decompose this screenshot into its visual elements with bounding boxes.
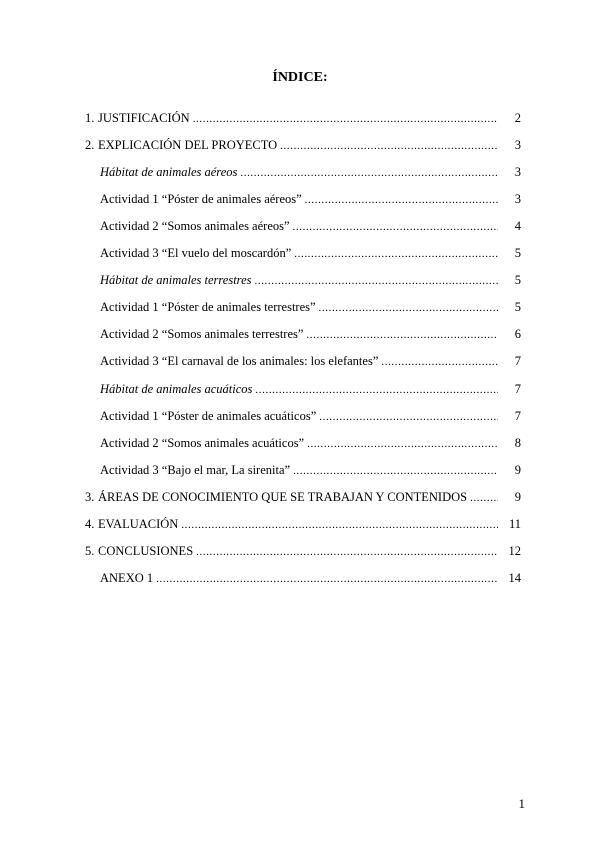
toc-entry-page: 12 bbox=[508, 543, 521, 558]
toc-entry-title bbox=[100, 243, 498, 264]
toc-entry-page: 4 bbox=[514, 219, 521, 234]
toc-entry[interactable] bbox=[0, 406, 600, 426]
toc-entry[interactable] bbox=[0, 351, 600, 371]
toc-entry-page: 6 bbox=[514, 327, 521, 342]
toc-entry-label: ANEXO 1 bbox=[100, 570, 154, 585]
toc-entry-page: 5 bbox=[514, 246, 521, 261]
toc-entry[interactable] bbox=[0, 216, 600, 236]
toc-entry-label: Actividad 3 “El vuelo del moscardón” bbox=[100, 246, 292, 261]
toc-entry[interactable] bbox=[0, 270, 600, 290]
toc-entry-page: 11 bbox=[508, 516, 521, 531]
toc-entry-title bbox=[98, 541, 498, 562]
toc-entry-label: Actividad 1 “Póster de animales aéreos” bbox=[100, 192, 302, 207]
dot-leader bbox=[381, 352, 498, 372]
toc-entry-label: ÁREAS DE CONOCIMIENTO QUE SE TRABAJAN Y CONTENIDOS bbox=[98, 489, 468, 504]
toc-entry-page: 5 bbox=[514, 300, 521, 315]
toc-entry-number: 1. bbox=[85, 111, 95, 125]
toc-entry-label: Actividad 3 “El carnaval de los animales: los elefantes” bbox=[100, 354, 379, 369]
toc-entry-page: 7 bbox=[514, 408, 521, 423]
toc-entry-number: 3. bbox=[85, 489, 95, 504]
toc-entry-label: EVALUACIÓN bbox=[98, 516, 179, 531]
toc-entry-title bbox=[100, 270, 498, 291]
toc-entry-title bbox=[98, 487, 498, 508]
toc-entry-page: 8 bbox=[514, 435, 521, 450]
toc-entry-label: Actividad 2 “Somos animales acuáticos” bbox=[100, 435, 305, 450]
toc-title: ÍNDICE: bbox=[272, 70, 328, 85]
toc-entry[interactable] bbox=[0, 324, 600, 344]
toc-entry[interactable] bbox=[0, 189, 600, 209]
dot-leader bbox=[255, 271, 499, 291]
toc-entry[interactable] bbox=[0, 433, 600, 453]
toc-entry[interactable] bbox=[0, 243, 600, 263]
page-number: 1 bbox=[518, 796, 525, 811]
toc-entry-title bbox=[100, 406, 498, 427]
dot-leader bbox=[156, 569, 498, 589]
toc-entry[interactable] bbox=[0, 297, 600, 317]
toc-entry[interactable] bbox=[0, 162, 600, 182]
dot-leader bbox=[193, 109, 498, 129]
toc-entry-title bbox=[100, 216, 498, 237]
toc-entry-page: 9 bbox=[514, 462, 521, 477]
toc-entry[interactable] bbox=[0, 514, 600, 534]
toc-entry-label: Hábitat de animales terrestres bbox=[100, 273, 252, 288]
toc-entry-title bbox=[100, 568, 498, 589]
toc-entry-page: 7 bbox=[514, 354, 521, 369]
toc-entry[interactable] bbox=[0, 379, 600, 399]
toc-entry-number: 2. bbox=[85, 138, 95, 153]
toc-entry-label: CONCLUSIONES bbox=[98, 543, 194, 558]
toc-entry-page: 14 bbox=[508, 570, 521, 585]
toc-entry-title bbox=[98, 514, 498, 535]
toc-entry-title bbox=[100, 189, 498, 210]
toc-entry-title bbox=[98, 108, 498, 129]
dot-leader bbox=[293, 217, 498, 237]
toc-entry-page: 2 bbox=[514, 111, 521, 125]
dot-leader bbox=[293, 461, 498, 481]
dot-leader bbox=[319, 298, 498, 318]
dot-leader bbox=[240, 163, 498, 183]
toc-entry-label: Actividad 2 “Somos animales terrestres” bbox=[100, 327, 304, 342]
toc-entry-label: Actividad 1 “Póster de animales terrestres” bbox=[100, 300, 316, 315]
toc-entry[interactable] bbox=[0, 568, 600, 588]
toc-entry-title bbox=[100, 351, 498, 372]
toc-entry-label: Actividad 2 “Somos animales aéreos” bbox=[100, 219, 290, 234]
toc-entry-label: Actividad 3 “Bajo el mar, La sirenita” bbox=[100, 462, 291, 477]
toc-entry-label: JUSTIFICACIÓN bbox=[98, 111, 190, 125]
toc-entry[interactable] bbox=[0, 135, 600, 155]
toc-entry-title bbox=[98, 135, 498, 156]
dot-leader bbox=[307, 434, 498, 454]
toc-entry[interactable] bbox=[0, 108, 600, 128]
toc-entry[interactable] bbox=[0, 487, 600, 507]
toc-entry-label: Hábitat de animales aéreos bbox=[100, 165, 238, 180]
dot-leader bbox=[196, 542, 498, 562]
toc-entry-number: 5. bbox=[85, 543, 95, 558]
toc-entry-number: 4. bbox=[85, 516, 95, 531]
toc-entry-title bbox=[100, 379, 498, 400]
toc-entry-label: EXPLICACIÓN DEL PROYECTO bbox=[98, 138, 278, 153]
toc-entry-title bbox=[100, 162, 498, 183]
dot-leader bbox=[181, 515, 498, 535]
dot-leader bbox=[305, 190, 498, 210]
toc-entry-title bbox=[100, 324, 498, 345]
toc-entry[interactable] bbox=[0, 541, 600, 561]
toc-entry-label: Hábitat de animales acuáticos bbox=[100, 381, 253, 396]
dot-leader bbox=[280, 136, 498, 156]
dot-leader bbox=[294, 244, 498, 264]
dot-leader bbox=[319, 407, 498, 427]
toc-entry-title bbox=[100, 460, 498, 481]
toc-entry[interactable] bbox=[0, 460, 600, 480]
toc-entry-title bbox=[100, 297, 498, 318]
toc-entry-page: 5 bbox=[514, 273, 521, 288]
dot-leader bbox=[470, 488, 498, 508]
toc-entry-label: Actividad 1 “Póster de animales acuáticos” bbox=[100, 408, 317, 423]
toc-entry-title bbox=[100, 433, 498, 454]
toc-entry-page: 3 bbox=[514, 165, 521, 180]
toc-entry-page: 7 bbox=[514, 381, 521, 396]
toc-entry-page: 3 bbox=[514, 192, 521, 207]
dot-leader bbox=[255, 380, 498, 400]
toc-entry-page: 9 bbox=[514, 489, 521, 504]
dot-leader bbox=[306, 325, 498, 345]
toc-entry-page: 3 bbox=[514, 138, 521, 153]
